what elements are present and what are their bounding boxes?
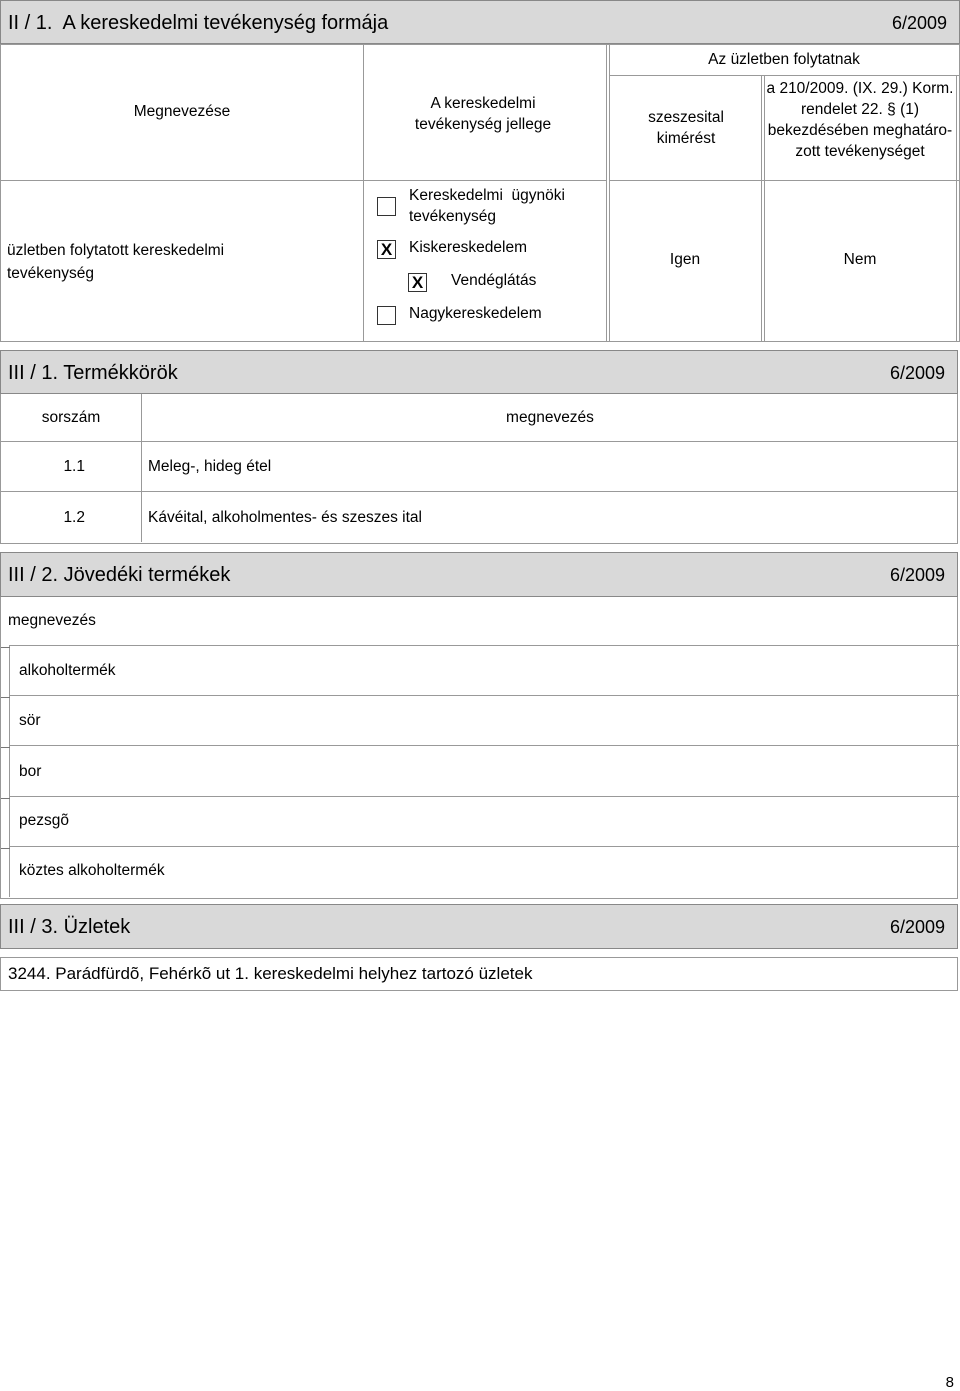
col-decree-header: a 210/2009. (IX. 29.) Korm. rendelet 22. § (1) bekezdésében meghatáro- zott tevékenységet [766, 80, 954, 160]
section-title: II / 1. A kereskedelmi tevékenység formája [8, 12, 389, 34]
section-code: 6/2009 [889, 363, 945, 383]
excise-item: pezsgõ [19, 812, 69, 829]
section-code: 6/2009 [889, 565, 945, 585]
option-agent-label: Kereskedelmi ügynöki tevékenység [409, 187, 570, 225]
activity-form-table [0, 44, 960, 342]
col-name-header: megnevezés [8, 612, 96, 629]
row-name: üzletben folytatott kereskedelmi tevékenység [7, 242, 225, 282]
option-catering-label: Vendéglátás [451, 272, 537, 289]
col-name-header: megnevezés [506, 409, 594, 426]
decree-value: Nem [843, 251, 877, 268]
excise-products-table [0, 597, 958, 899]
shop-row [0, 957, 958, 991]
product-row-name: Meleg-, hideg étel [148, 458, 272, 475]
product-groups-table [0, 394, 958, 544]
section-header-iii3 [0, 904, 958, 949]
page-number: 8 [945, 1374, 954, 1391]
section-title: III / 1. Termékkörök [8, 362, 178, 384]
section-header-ii1 [0, 0, 960, 44]
col-spirits-header: szeszesital kimérést [648, 109, 724, 147]
col-nature-header: A kereskedelmi tevékenység jellege [414, 95, 552, 133]
spirits-value: Igen [669, 251, 701, 268]
col-no-header: sorszám [41, 409, 101, 426]
product-row-no: 1.1 [63, 458, 85, 475]
checkbox-catering[interactable]: X [408, 273, 427, 292]
option-wholesale-label: Nagykereskedelem [409, 305, 542, 322]
excise-item: sör [19, 712, 41, 729]
excise-item: alkoholtermék [19, 662, 116, 679]
section-code: 6/2009 [889, 917, 945, 937]
checkbox-retail[interactable]: X [377, 240, 396, 259]
excise-item: köztes alkoholtermék [19, 862, 165, 879]
excise-item: bor [19, 763, 42, 780]
section-header-iii2 [0, 552, 958, 597]
checkbox-wholesale[interactable] [377, 306, 396, 325]
product-row-name: Kávéital, alkoholmentes- és szeszes ital [148, 509, 422, 526]
product-row-no: 1.2 [63, 509, 85, 526]
section-header-iii1 [0, 350, 958, 394]
shop-address: 3244. Parádfürdõ, Fehérkõ ut 1. kereskedelmi helyhez tartozó üzletek [8, 964, 533, 983]
section-title: III / 3. Üzletek [8, 916, 131, 938]
option-retail-label: Kiskereskedelem [409, 239, 528, 256]
checkbox-agent[interactable] [377, 197, 396, 216]
section-code: 6/2009 [891, 13, 947, 33]
col-group-header: Az üzletben folytatnak [708, 51, 860, 68]
section-title: III / 2. Jövedéki termékek [8, 564, 231, 586]
col-name-header: Megnevezése [133, 103, 231, 120]
